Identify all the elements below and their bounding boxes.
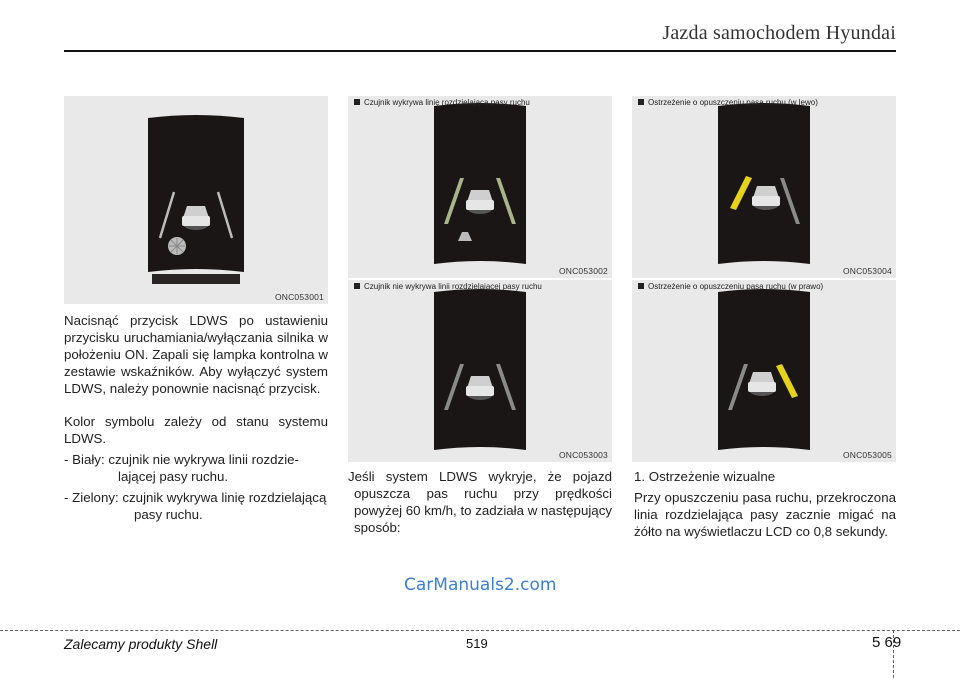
figure-2 — [348, 96, 612, 278]
footer-section-page: 5 69 — [872, 634, 902, 651]
car-icon — [748, 372, 776, 396]
column-2-text — [348, 468, 612, 536]
display-right-departure-illustration — [632, 280, 896, 462]
ldws-indicator-icon — [168, 237, 186, 255]
column-1-text — [64, 312, 328, 523]
paragraph: Jeśli system LDWS wykryje, że pojazd opuszcza pas ruchu przy prędkości powyżej 60 km/h, to zadziała w następujący sposób: — [348, 469, 612, 535]
figure-code: ONC053005 — [842, 450, 892, 460]
section-heading: 1. Ostrzeżenie wizualne — [634, 469, 776, 484]
footer-rule — [0, 630, 960, 631]
car-icon — [752, 186, 780, 210]
car-icon — [182, 206, 210, 230]
figure-5 — [632, 280, 896, 462]
figure-caption: Czujnik wykrywa linię rozdzielającą pasy ruchu — [354, 98, 530, 107]
figure-3 — [348, 280, 612, 462]
column-3-text — [634, 468, 896, 540]
figure-1 — [64, 96, 328, 304]
figure-code: ONC053004 — [842, 266, 892, 276]
figure-caption: Ostrzeżenie o opuszczeniu pasa ruchu (w prawo) — [638, 282, 823, 291]
paragraph: Kolor symbolu zależy od stanu systemu LDWS. — [64, 414, 328, 446]
page-header-title: Jazda samochodem Hyundai — [662, 22, 896, 44]
list-item: - Biały: czujnik nie wykrywa linii rozdzielającej pasy ruchu. — [64, 452, 299, 484]
footer-page-number: 519 — [466, 636, 488, 651]
list-item: - Zielony: czujnik wykrywa linię rozdzielającą pasy ruchu. — [64, 490, 327, 522]
display-lane-detected-illustration — [348, 96, 612, 278]
figure-code: ONC053001 — [274, 292, 324, 302]
figure-4 — [632, 96, 896, 278]
display-lane-not-detected-illustration — [348, 280, 612, 462]
car-icon — [466, 190, 494, 214]
footer-slogan: Zalecamy produkty Shell — [64, 636, 218, 652]
car-icon — [466, 376, 494, 400]
figure-caption: Ostrzeżenie o opuszczeniu pasa ruchu (w lewo) — [638, 98, 818, 107]
figure-code: ONC053002 — [558, 266, 608, 276]
display-left-departure-illustration — [632, 96, 896, 278]
figure-caption: Czujnik nie wykrywa linii rozdzielającej pasy ruchu — [354, 282, 542, 291]
header-rule — [64, 50, 896, 52]
paragraph: Nacisnąć przycisk LDWS po ustawieniu przycisku uruchamiania/wyłączania silnika w położeniu ON. Zapali się lampka kontrolna w zestawie wskaźników. Aby wyłączyć system LDWS, należy ponownie nacisnąć przycisk. — [64, 313, 328, 396]
paragraph: Przy opuszczeniu pasa ruchu, przekroczona linia rozdzielająca pasy zacznie migać na żółto na wyświetlaczu LCD co 0,8 sekundy. — [634, 490, 896, 539]
figure-code: ONC053003 — [558, 450, 608, 460]
watermark-link[interactable]: CarManuals2.com — [404, 575, 557, 595]
cluster-display-illustration — [64, 96, 328, 304]
